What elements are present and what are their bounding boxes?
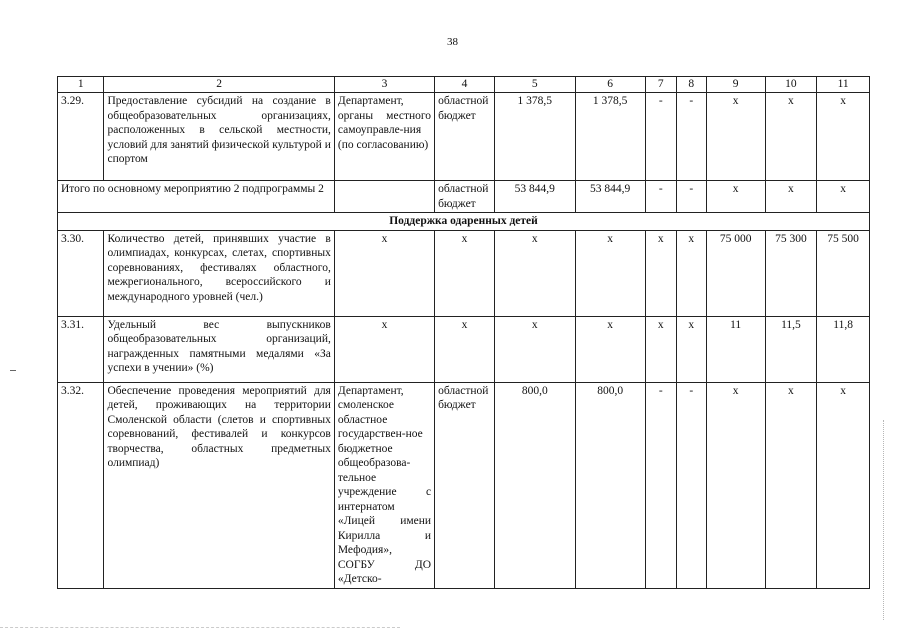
scan-artifact [10, 370, 16, 371]
header-cell: 9 [706, 77, 765, 93]
row-number: 3.32. [58, 382, 104, 588]
row-number: 3.30. [58, 230, 104, 316]
column-number-row [58, 77, 870, 93]
row-executor: х [334, 316, 434, 382]
row-value-col9: х [706, 93, 765, 181]
row-funding-source: областной бюджет [435, 93, 495, 181]
row-value-col9: 11 [706, 316, 765, 382]
table-row [58, 316, 870, 382]
header-cell: 10 [765, 77, 817, 93]
row-value-col8: - [676, 382, 706, 588]
row-value-col11: 75 500 [817, 230, 870, 316]
budget-table [57, 76, 870, 589]
row-value-col6: 1 378,5 [575, 93, 645, 181]
header-cell: 11 [817, 77, 870, 93]
row-value-col7: - [645, 382, 676, 588]
row-value-col5: 800,0 [494, 382, 575, 588]
row-executor: х [334, 230, 434, 316]
row-value-col6: 53 844,9 [575, 181, 645, 213]
row-value-col7: х [645, 316, 676, 382]
row-value-col11: 11,8 [817, 316, 870, 382]
header-cell: 8 [676, 77, 706, 93]
row-description: Обеспечение проведения мероприятий для детей, проживающих на территории Смоленской области (слетов и спортивных соревнований, фестивалей и конкурсов творчества, областных предметных олимпиад) [104, 382, 334, 588]
row-value-col6: х [575, 316, 645, 382]
header-cell: 2 [104, 77, 334, 93]
row-value-col9: 75 000 [706, 230, 765, 316]
row-value-col10: х [765, 382, 817, 588]
row-value-col9: х [706, 382, 765, 588]
total-label: Итого по основному мероприятию 2 подпрограммы 2 [58, 181, 335, 213]
row-number: 3.31. [58, 316, 104, 382]
row-value-col8: х [676, 230, 706, 316]
row-executor [334, 181, 434, 213]
row-value-col10: 75 300 [765, 230, 817, 316]
row-value-col7: - [645, 181, 676, 213]
row-value-col10: 11,5 [765, 316, 817, 382]
page-number: 38 [447, 36, 458, 48]
scan-artifact [0, 627, 400, 630]
header-cell: 3 [334, 77, 434, 93]
table-row [58, 382, 870, 588]
row-value-col5: х [494, 316, 575, 382]
row-value-col5: х [494, 230, 575, 316]
header-cell: 7 [645, 77, 676, 93]
header-cell: 1 [58, 77, 104, 93]
row-value-col5: 1 378,5 [494, 93, 575, 181]
row-value-col6: 800,0 [575, 382, 645, 588]
section-row [58, 213, 870, 231]
row-value-col11: х [817, 382, 870, 588]
row-description: Количество детей, принявших участие в олимпиадах, конкурсах, слетах, спортивных соревнованиях, фестивалях областного, межрегионального, всероссийского и международного уровней (чел.) [104, 230, 334, 316]
total-row [58, 181, 870, 213]
scan-artifact [883, 420, 885, 620]
row-value-col10: х [765, 93, 817, 181]
row-description: Предоставление субсидий на создание в общеобразовательных организациях, расположенных в сельской местности, условий для занятий физической культурой и спортом [104, 93, 334, 181]
row-number: 3.29. [58, 93, 104, 181]
row-funding-source: х [435, 230, 495, 316]
row-value-col10: х [765, 181, 817, 213]
row-value-col5: 53 844,9 [494, 181, 575, 213]
row-value-col6: х [575, 230, 645, 316]
row-value-col11: х [817, 93, 870, 181]
row-value-col8: - [676, 181, 706, 213]
row-value-col7: х [645, 230, 676, 316]
header-cell: 4 [435, 77, 495, 93]
row-executor: Департамент, смоленское областное государствен-ное бюджетное общеобразова-тельное учреждение с интернатом «Лицей имени Кирилла и Мефодия», СОГБУ ДО «Детско- [334, 382, 434, 588]
table-row [58, 93, 870, 181]
row-funding-source: областной бюджет [435, 181, 495, 213]
row-funding-source: областной бюджет [435, 382, 495, 588]
row-value-col8: - [676, 93, 706, 181]
row-funding-source: х [435, 316, 495, 382]
row-value-col8: х [676, 316, 706, 382]
row-value-col9: х [706, 181, 765, 213]
row-value-col7: - [645, 93, 676, 181]
section-title: Поддержка одаренных детей [58, 213, 870, 231]
row-executor: Департамент, органы местного самоуправле-ния (по согласованию) [334, 93, 434, 181]
header-cell: 5 [494, 77, 575, 93]
table-row [58, 230, 870, 316]
header-cell: 6 [575, 77, 645, 93]
row-description: Удельный вес выпускников общеобразовательных организаций, награжденных памятными медалями «За успехи в учении» (%) [104, 316, 334, 382]
row-value-col11: х [817, 181, 870, 213]
